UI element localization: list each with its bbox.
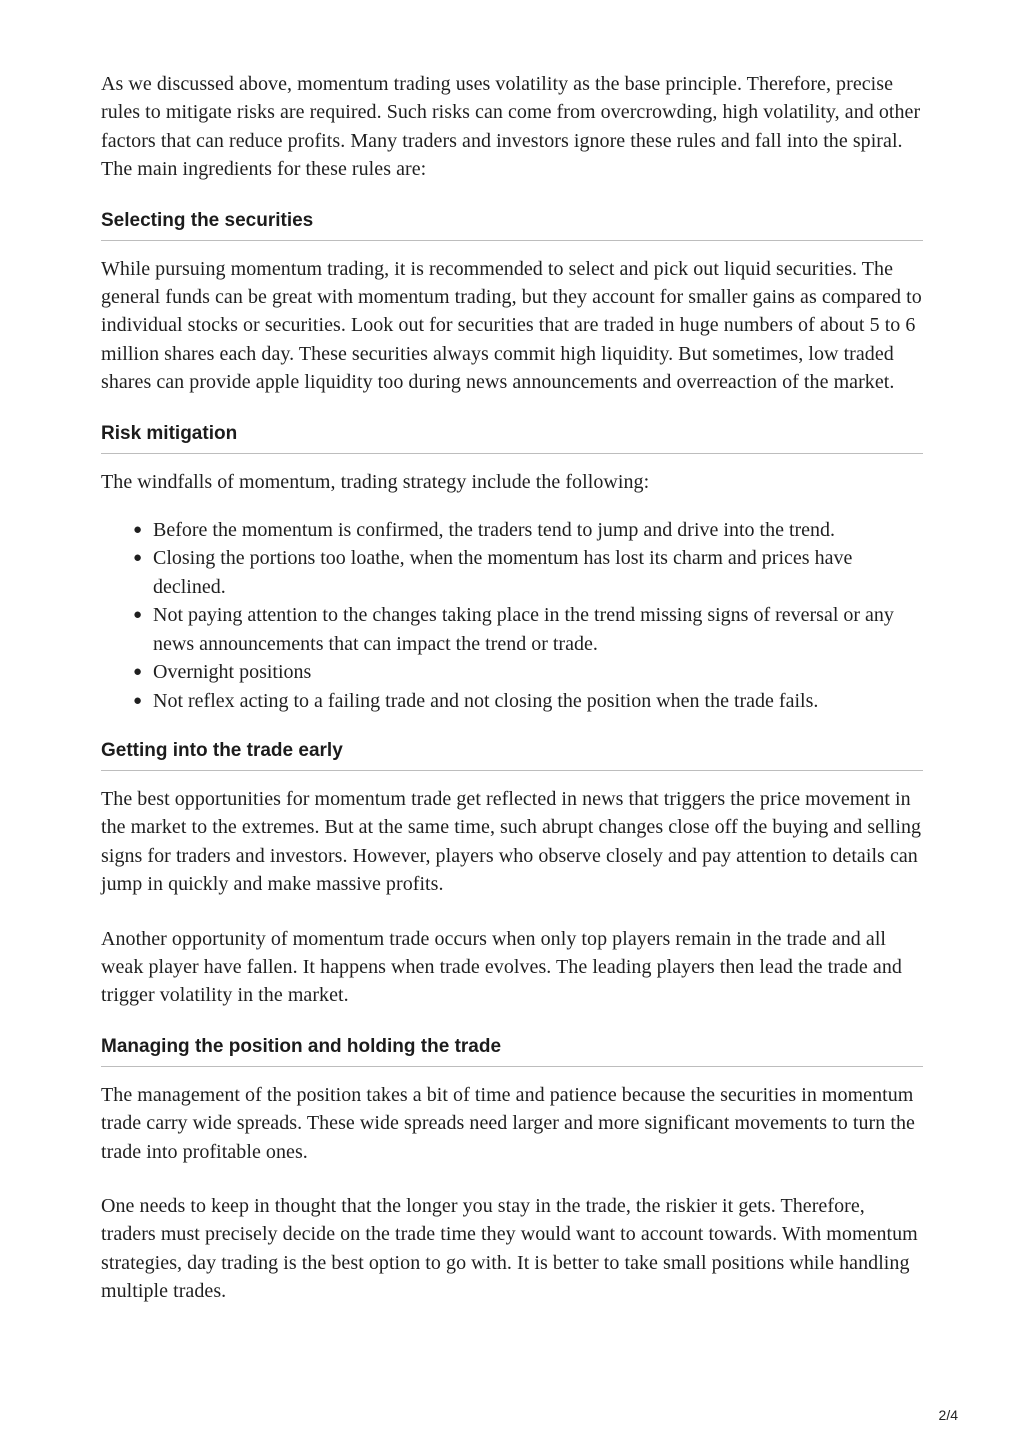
section-selecting-securities (101, 210, 923, 397)
section-heading: Risk mitigation (101, 423, 923, 454)
list-item: ● Closing the portions too loathe, when the momentum has lost its charm and prices have declined. (153, 544, 923, 601)
section-managing-position (101, 1036, 923, 1306)
list-item: ● Overnight positions (153, 658, 923, 686)
document-page (101, 70, 923, 1330)
body-paragraph: The windfalls of momentum, trading strategy include the following: (101, 470, 650, 493)
page-number: 2/4 (938, 1407, 958, 1423)
body-paragraph: One needs to keep in thought that the longer you stay in the trade, the riskier it gets. Therefore, traders must precisely decide on the trade time they would want to account towards. With momentum strategies, day trading is the best option to go with. It is better to take small positions while handling multiple trades. (101, 1194, 918, 1303)
body-paragraph: Another opportunity of momentum trade occurs when only top players remain in the trade and all weak player have fallen. It happens when trade evolves. The leading players then lead the trade and trigger volatility in the market. (101, 927, 902, 1007)
intro-paragraph: As we discussed above, momentum trading uses volatility as the base principle. Therefore, precise rules to mitigate risks are required. Such risks can come from overcrowding, high volatility, and other factors that can reduce profits. Many traders and investors ignore these rules and fall into the spiral. The main ingredients for these rules are: (101, 73, 921, 181)
bullet-icon: ● (133, 522, 143, 539)
bullet-icon: ● (133, 664, 143, 681)
section-risk-mitigation (101, 423, 923, 715)
bullet-icon: ● (133, 607, 143, 624)
section-getting-into-trade-early (101, 740, 923, 1010)
list-item: ● Not paying attention to the changes taking place in the trend missing signs of reversal or any news announcements that can impact the trend or trade. (153, 601, 923, 658)
section-heading: Getting into the trade early (101, 740, 923, 771)
list-item: ● Before the momentum is confirmed, the traders tend to jump and drive into the trend. (153, 516, 923, 544)
section-heading: Selecting the securities (101, 210, 923, 241)
list-item: ● Not reflex acting to a failing trade and not closing the position when the trade fails. (153, 687, 923, 715)
bullet-icon: ● (133, 550, 143, 567)
body-paragraph: The management of the position takes a bit of time and patience because the securities in momentum trade carry wide spreads. These wide spreads need larger and more significant movements to turn the trade into profitable ones. (101, 1083, 915, 1163)
section-heading: Managing the position and holding the trade (101, 1036, 923, 1067)
bullet-icon: ● (133, 692, 143, 709)
body-paragraph: While pursuing momentum trading, it is recommended to select and pick out liquid securities. The general funds can be great with momentum trading, but they account for smaller gains as compared to individual stocks or securities. Look out for securities that are traded in huge numbers of about 5 to 6 million shares each day. These securities always commit high liquidity. But sometimes, low traded shares can provide apple liquidity too during news announcements and overreaction of the market. (101, 257, 922, 394)
body-paragraph: The best opportunities for momentum trade get reflected in news that triggers the price movement in the market to the extremes. But at the same time, such abrupt changes close off the buying and selling signs for traders and investors. However, players who observe closely and pay attention to details can jump in quickly and make massive profits. (101, 787, 922, 896)
bullet-list (101, 516, 923, 715)
